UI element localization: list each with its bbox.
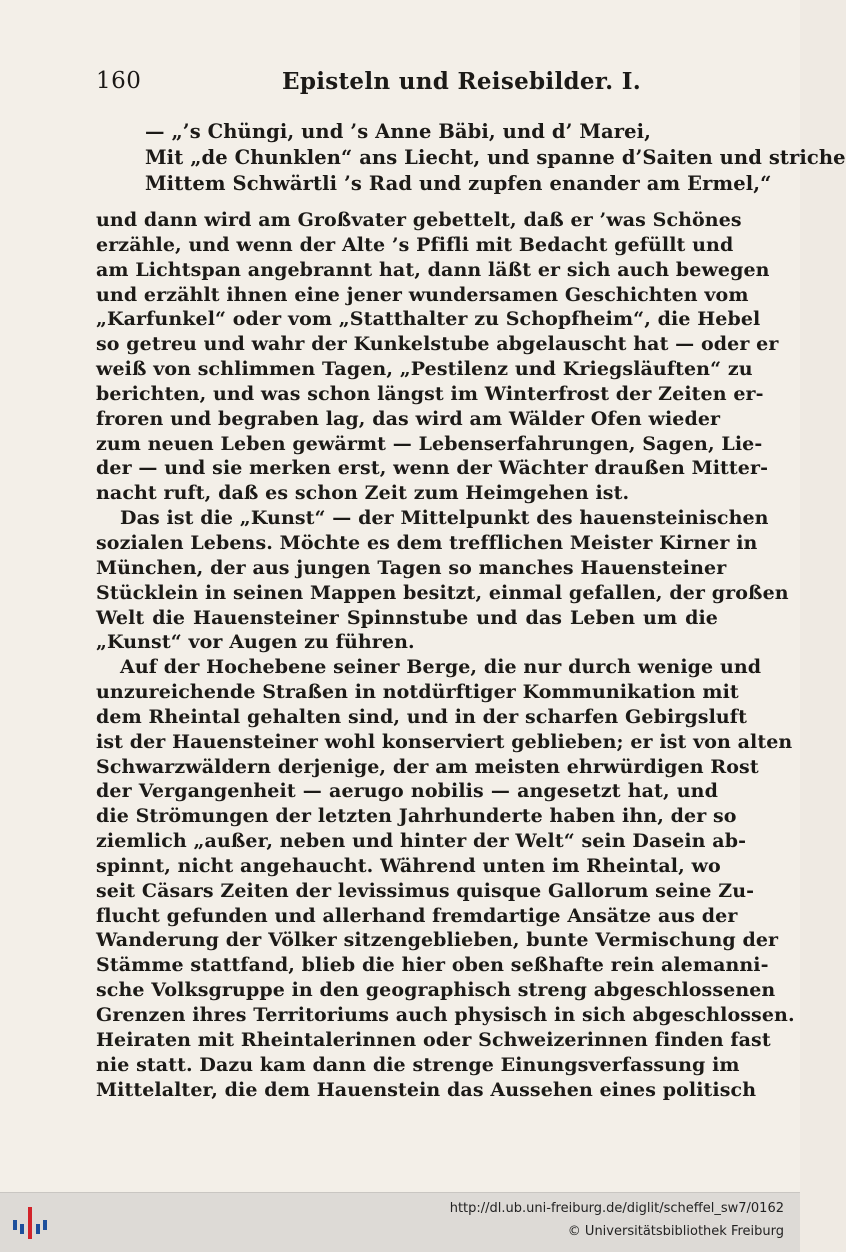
text-line: der — und sie merken erst, wenn der Wächter draußen Mitter- xyxy=(96,457,769,480)
text-line: flucht gefunden und allerhand fremdartige Ansätze aus der xyxy=(96,904,738,927)
verse-line: — „’s Chüngi, und ’s Anne Bäbi, und d’ Marei, xyxy=(145,120,652,143)
text-line: nie statt. Dazu kam dann die strenge Einungsverfassung im xyxy=(96,1053,740,1076)
text-line: der Vergangenheit — aerugo nobilis — angesetzt hat, und xyxy=(96,780,718,803)
copyright-notice: © Universitätsbibliothek Freiburg xyxy=(567,1224,784,1239)
text-line: Wanderung der Völker sitzengeblieben, bunte Vermischung der xyxy=(96,929,779,952)
text-line: sozialen Lebens. Möchte es dem trefflichen Meister Kirner in xyxy=(96,531,758,554)
text-line: Schwarzwäldern derjenige, der am meisten ehrwürdigen Rost xyxy=(96,755,759,778)
text-line: Stämme stattfand, blieb die hier oben seßhafte rein alemanni- xyxy=(96,954,769,977)
text-line: zum neuen Leben gewärmt — Lebenserfahrungen, Sagen, Lie- xyxy=(96,432,763,455)
running-title: Episteln und Reisebilder. I. xyxy=(282,68,642,95)
text-line: so getreu und wahr der Kunkelstube abgelauscht hat — oder er xyxy=(96,333,779,356)
paragraph-start-line: Auf der Hochebene seiner Berge, die nur durch wenige und xyxy=(120,656,762,679)
text-line: am Lichtspan angebrannt hat, dann läßt er sich auch bewegen xyxy=(96,258,770,281)
text-line: sche Volksgruppe in den geographisch streng abgeschlossenen xyxy=(96,979,776,1002)
text-line: seit Cäsars Zeiten der levissimus quisque Gallorum seine Zu- xyxy=(96,879,755,902)
library-logo-icon xyxy=(10,1203,50,1243)
text-line: dem Rheintal gehalten sind, und in der scharfen Gebirgsluft xyxy=(96,705,747,728)
page-number: 160 xyxy=(96,68,142,94)
text-line: erzähle, und wenn der Alte ’s Pfifli mit Bedacht gefüllt und xyxy=(96,233,734,256)
text-line: München, der aus jungen Tagen so manches Hauensteiner xyxy=(96,556,727,579)
text-line: „Kunst“ vor Augen zu führen. xyxy=(96,631,415,654)
text-line: ist der Hauensteiner wohl konserviert geblieben; er ist von alten xyxy=(96,730,793,753)
text-line: und erzählt ihnen eine jener wundersamen Geschichten vom xyxy=(96,283,749,306)
text-line: Grenzen ihres Territoriums auch physisch in sich abgeschlossen. xyxy=(96,1004,795,1026)
footer-bar xyxy=(0,1192,800,1252)
verse-line: Mit „de Chunklen“ ans Liecht, und spanne d’Saiten und striche xyxy=(145,146,846,169)
text-line: „Karfunkel“ oder vom „Statthalter zu Schopfheim“, die Hebel xyxy=(96,308,761,331)
page-header xyxy=(96,68,718,100)
verse-line: Mittem Schwärtli ’s Rad und zupfen enander am Ermel,“ xyxy=(145,172,772,195)
text-line: und dann wird am Großvater gebettelt, daß er ’was Schönes xyxy=(96,209,742,231)
text-line: berichten, und was schon längst im Winterfrost der Zeiten er- xyxy=(96,382,764,405)
text-line: nacht ruft, daß es schon Zeit zum Heimgehen ist. xyxy=(96,482,630,505)
text-line: Welt die Hauensteiner Spinnstube und das Leben um die xyxy=(96,606,718,629)
text-line: Mittelalter, die dem Hauenstein das Aussehen eines politisch xyxy=(96,1078,757,1101)
text-line: weiß von schlimmen Tagen, „Pestilenz und Kriegsläuften“ zu xyxy=(96,358,753,381)
text-line: spinnt, nicht angehaucht. Während unten im Rheintal, wo xyxy=(96,854,721,877)
paragraph-start-line: Das ist die „Kunst“ — der Mittelpunkt des hauensteinischen xyxy=(120,507,769,530)
text-line: unzureichende Straßen in notdürftiger Kommunikation mit xyxy=(96,681,739,704)
text-line: froren und begraben lag, das wird am Wälder Ofen wieder xyxy=(96,407,721,430)
permalink-url[interactable]: http://dl.ub.uni-freiburg.de/diglit/scheffel_sw7/0162 xyxy=(449,1201,784,1216)
verse-quotation xyxy=(145,119,846,197)
text-line: Heiraten mit Rheintalerinnen oder Schweizerinnen finden fast xyxy=(96,1028,771,1051)
body-text xyxy=(96,208,795,1102)
text-line: ziemlich „außer, neben und hinter der Welt“ sein Dasein ab- xyxy=(96,830,747,853)
text-line: die Strömungen der letzten Jahrhunderte haben ihn, der so xyxy=(96,805,737,828)
text-line: Stücklein in seinen Mappen besitzt, einmal gefallen, der großen xyxy=(96,581,789,604)
